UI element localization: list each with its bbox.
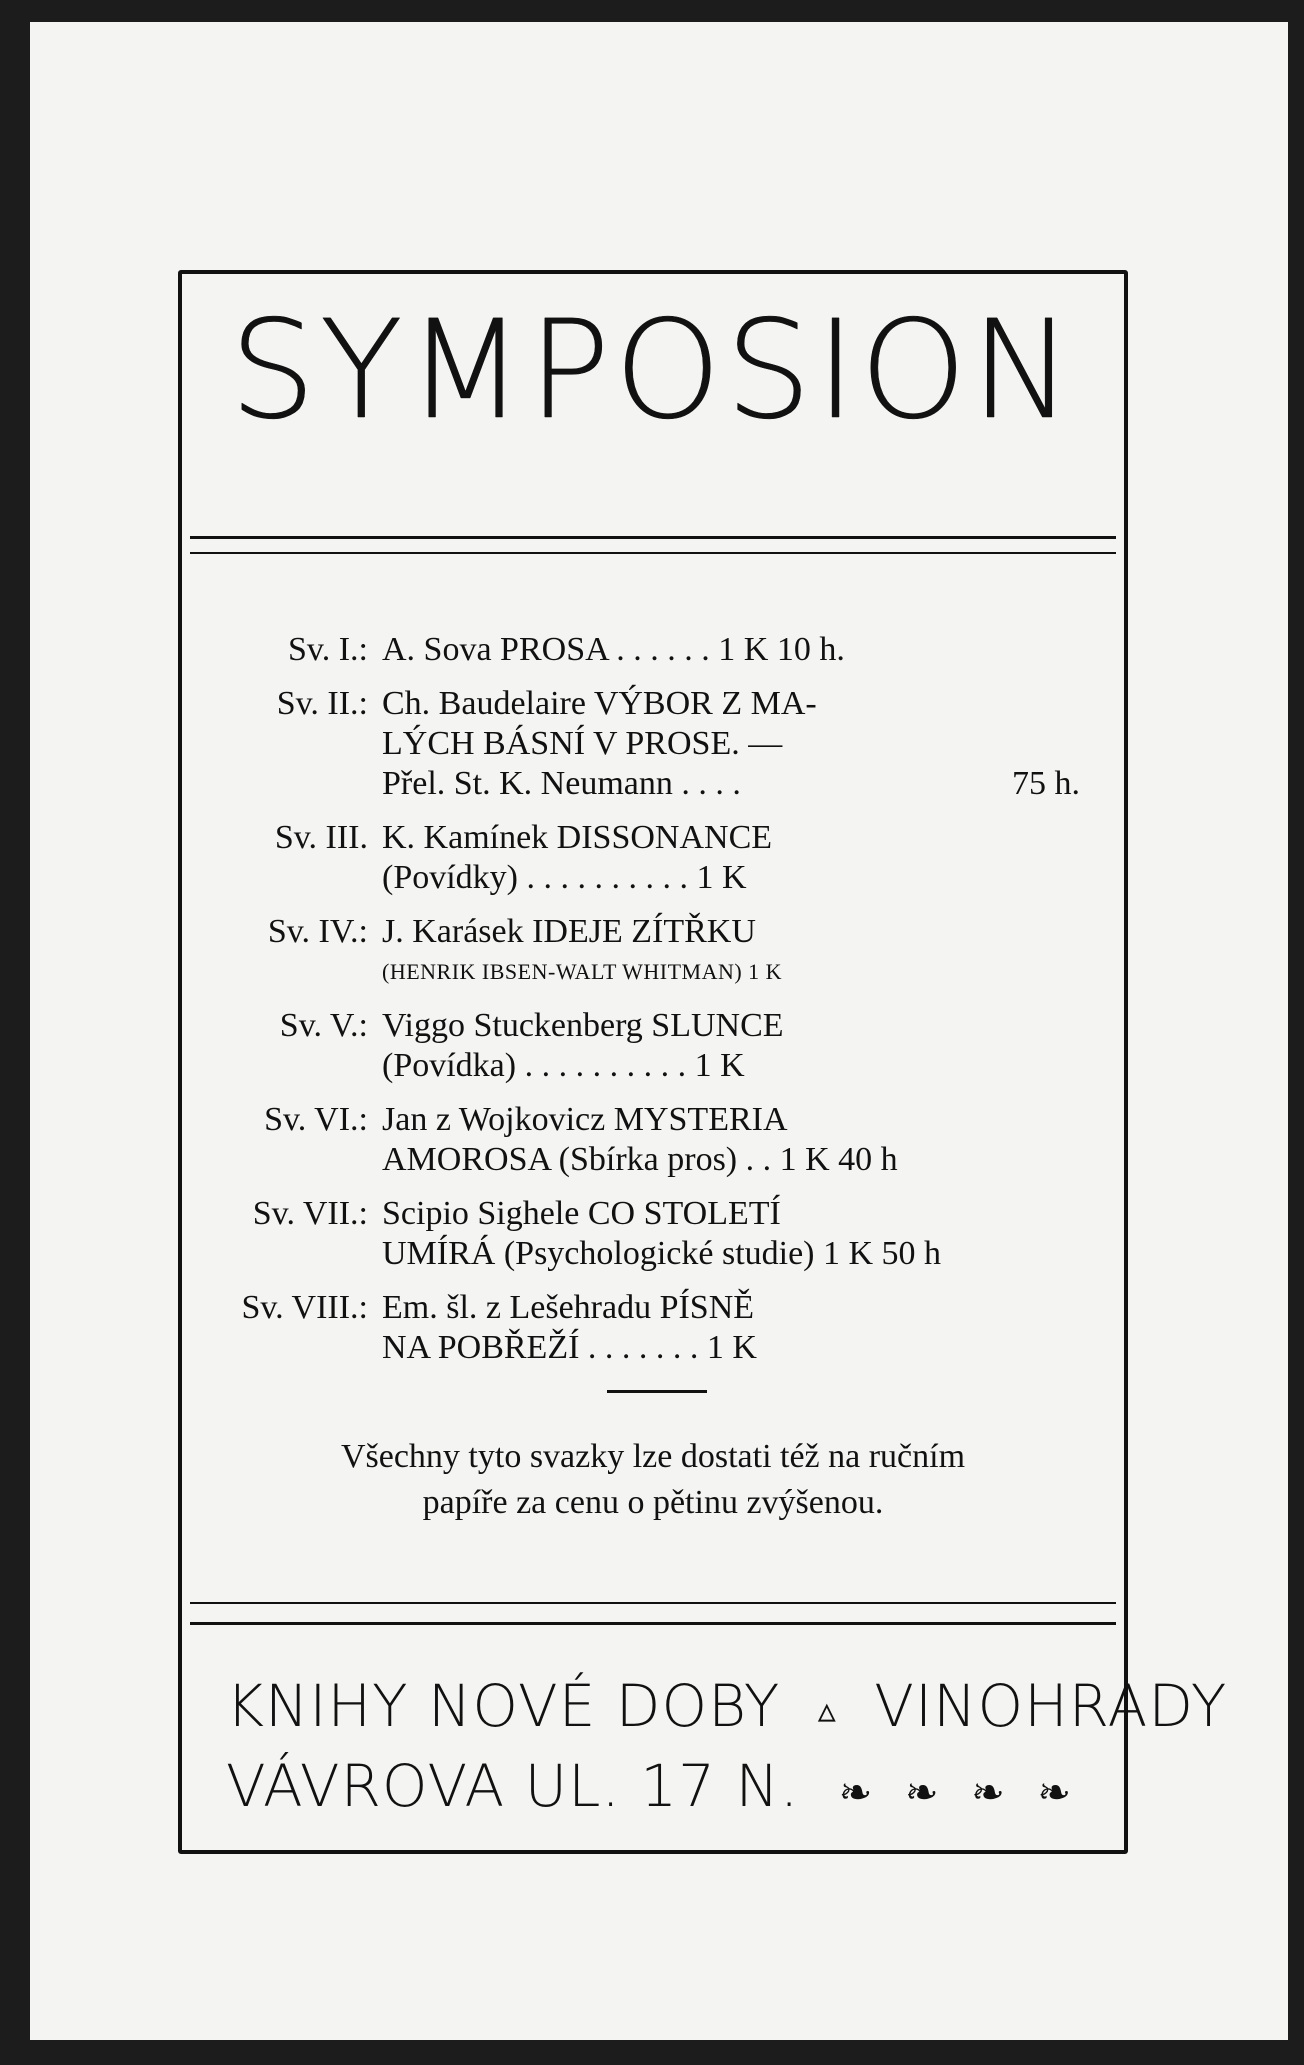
volume-text: Scipio Sighele CO STOLETÍ xyxy=(382,1195,781,1232)
volume-text: J. Karásek IDEJE ZÍTŘKU xyxy=(382,913,756,950)
address-line xyxy=(226,1752,1104,1820)
list-item xyxy=(222,1194,1102,1274)
volume-label: Sv. IV.: xyxy=(267,913,368,950)
volume-text: Přel. St. K. Neumann . . . . xyxy=(382,765,741,802)
list-item xyxy=(222,1006,1102,1086)
volume-text: Em. šl. z Lešehradu PÍSNĚ xyxy=(382,1289,755,1326)
volume-text: A. Sova PROSA . . . . . . 1 K 10 h. xyxy=(382,631,845,668)
volume-text: Ch. Baudelaire VÝBOR Z MA- xyxy=(382,685,817,722)
ornament-icon: ❧ ❧ ❧ ❧ xyxy=(838,1770,1081,1816)
volume-text: UMÍRÁ (Psychologické studie) 1 K 50 h xyxy=(382,1235,942,1272)
volume-text: Viggo Stuckenberg SLUNCE xyxy=(382,1007,784,1044)
volume-text: (HENRIK IBSEN-WALT WHITMAN) 1 K xyxy=(382,959,783,984)
publisher-name: KNIHY NOVÉ DOBY xyxy=(226,1672,781,1740)
triangle-icon: ▵ xyxy=(817,1689,837,1731)
volume-text: (Povídky) . . . . . . . . . . 1 K xyxy=(382,859,747,896)
ornamental-frame xyxy=(178,270,1228,1854)
volume-text: NA POBŘEŽÍ . . . . . . . 1 K xyxy=(382,1329,757,1366)
volume-label: Sv. III. xyxy=(274,819,368,856)
page xyxy=(30,22,1288,2040)
volume-text: K. Kamínek DISSONANCE xyxy=(382,819,773,856)
volume-text: Jan z Wojkovicz MYSTERIA xyxy=(382,1101,788,1138)
page-title: SYMPOSION xyxy=(229,292,1077,450)
volume-label: Sv. VIII.: xyxy=(241,1289,368,1326)
list-item xyxy=(222,1100,1102,1180)
divider-bottom xyxy=(190,1602,1116,1604)
list-item xyxy=(222,912,1102,992)
volume-label: Sv. V.: xyxy=(279,1007,368,1044)
volume-label: Sv. I.: xyxy=(288,631,368,668)
list-item xyxy=(222,630,1102,670)
divider-top xyxy=(190,536,1116,539)
volume-text: (Povídka) . . . . . . . . . . 1 K xyxy=(382,1047,745,1084)
volume-text: LÝCH BÁSNÍ V PROSE. — xyxy=(382,725,783,762)
note xyxy=(182,1434,1124,1526)
volume-label: Sv. II.: xyxy=(276,685,368,722)
volume-text: AMOROSA (Sbírka pros) . . 1 K 40 h xyxy=(382,1141,898,1178)
publisher-address: VÁVROVA UL. 17 N. xyxy=(226,1752,800,1820)
note-line: papíře za cenu o pětinu zvýšenou. xyxy=(422,1484,884,1521)
volume-list xyxy=(222,630,1102,1382)
publisher-line xyxy=(226,1672,1228,1740)
volume-label: Sv. VI.: xyxy=(264,1101,368,1138)
divider-bottom-2 xyxy=(190,1622,1116,1625)
list-item xyxy=(222,818,1102,898)
note-line: Všechny tyto svazky lze dostati též na ručním xyxy=(340,1438,966,1475)
volume-price: 75 h. xyxy=(1012,765,1080,802)
list-item xyxy=(222,1288,1102,1368)
volume-label: Sv. VII.: xyxy=(252,1195,368,1232)
divider-top-2 xyxy=(190,552,1116,554)
list-item xyxy=(222,684,1102,804)
short-rule xyxy=(607,1390,707,1393)
publisher-city: VINOHRADY xyxy=(874,1672,1228,1740)
